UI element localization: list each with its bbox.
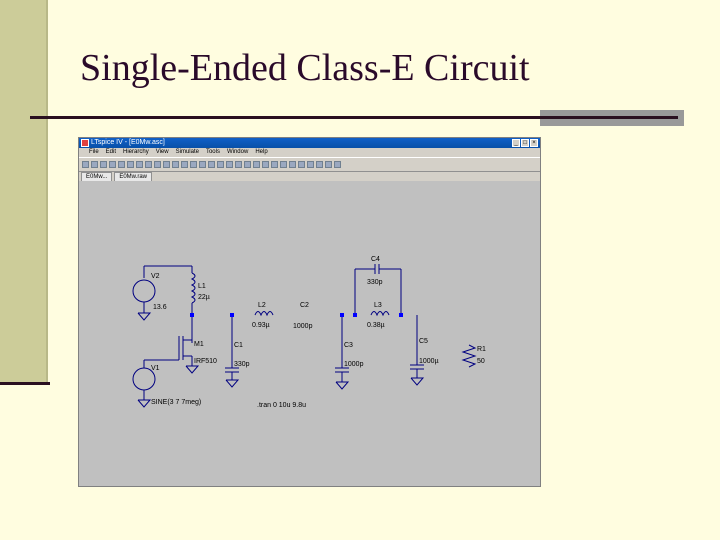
tab-schematic[interactable]: E0Mw... (81, 172, 112, 181)
left-accent-rule (46, 0, 48, 384)
menu-file[interactable]: File (89, 149, 99, 155)
v1-value: SINE(3 7 7meg) (151, 399, 202, 406)
run-icon[interactable] (109, 161, 116, 168)
spice-directive-icon[interactable] (334, 161, 341, 168)
l1-value: 22µ (198, 294, 210, 301)
c4-name: C4 (371, 256, 380, 263)
c2-name: C2 (300, 302, 309, 309)
menu-edit[interactable]: Edit (105, 149, 117, 155)
window-titlebar (79, 138, 540, 148)
window-title: LTspice IV - [E0Mw.asc] (91, 139, 165, 146)
ground-symbol (186, 366, 198, 373)
cascade-icon[interactable] (181, 161, 188, 168)
c5-value: 1000µ (419, 358, 439, 365)
close-button[interactable]: × (530, 139, 538, 147)
wire-icon[interactable] (199, 161, 206, 168)
l1-name: L1 (198, 283, 206, 290)
r1-value: 50 (477, 358, 485, 365)
ground-symbol (336, 382, 348, 389)
minimize-button[interactable]: _ (512, 139, 520, 147)
text-icon[interactable] (325, 161, 332, 168)
c3-name: C3 (344, 342, 353, 349)
menu-view[interactable]: View (155, 149, 169, 155)
pan-icon[interactable] (136, 161, 143, 168)
tile-icon[interactable] (172, 161, 179, 168)
l3-name: L3 (374, 302, 382, 309)
schematic-canvas[interactable] (79, 180, 540, 486)
ground-symbol (138, 400, 150, 407)
node-dot (190, 313, 194, 317)
left-accent-line (0, 382, 50, 385)
rotate-icon[interactable] (307, 161, 314, 168)
c5-name: C5 (419, 338, 428, 345)
l3-value: 0.38µ (367, 322, 385, 329)
zoom-out-icon[interactable] (145, 161, 152, 168)
autorange-icon[interactable] (163, 161, 170, 168)
m1-name: M1 (194, 341, 204, 348)
diode-icon[interactable] (253, 161, 260, 168)
inductor-l3 (371, 312, 389, 316)
left-accent-bar (0, 0, 48, 384)
schematic-drawing (79, 180, 540, 486)
close-window-icon[interactable] (190, 161, 197, 168)
spice-directive: .tran 0 10u 9.8u (257, 402, 307, 409)
toolbar (79, 157, 540, 172)
c1-value: 330p (234, 361, 250, 368)
zoom-in-icon[interactable] (127, 161, 134, 168)
title-rule (30, 116, 678, 119)
zoom-fit-icon[interactable] (154, 161, 161, 168)
menu-help[interactable]: Help (255, 149, 268, 155)
menu-simulate[interactable]: Simulate (175, 149, 199, 155)
v1-name: V1 (151, 365, 160, 372)
app-icon (81, 139, 89, 147)
menu-tools[interactable]: Tools (205, 149, 220, 155)
ground-symbol (411, 378, 423, 385)
resistor-r1 (463, 345, 475, 367)
ground-symbol (138, 313, 150, 320)
drag-icon[interactable] (280, 161, 287, 168)
undo-icon[interactable] (289, 161, 296, 168)
l2-name: L2 (258, 302, 266, 309)
halt-icon[interactable] (118, 161, 125, 168)
mirror-icon[interactable] (316, 161, 323, 168)
node-dot (340, 313, 344, 317)
resistor-icon[interactable] (226, 161, 233, 168)
component-icon[interactable] (262, 161, 269, 168)
node-dot (399, 313, 403, 317)
inductor-icon[interactable] (244, 161, 251, 168)
tab-waveform[interactable]: E0Mw.raw (114, 172, 152, 181)
move-icon[interactable] (271, 161, 278, 168)
menu-hierarchy[interactable]: Hierarchy (123, 149, 149, 155)
ltspice-window (78, 137, 541, 487)
inductor-l1 (192, 273, 195, 303)
redo-icon[interactable] (298, 161, 305, 168)
inductor-l2 (255, 312, 273, 316)
l2-value: 0.93µ (252, 322, 270, 329)
open-icon[interactable] (82, 161, 89, 168)
v2-name: V2 (151, 273, 160, 280)
save-icon[interactable] (91, 161, 98, 168)
control-panel-icon[interactable] (100, 161, 107, 168)
menu-bar (79, 148, 540, 157)
c4-value: 330p (367, 279, 383, 286)
c1-name: C1 (234, 342, 243, 349)
v2-value: 13.6 (153, 304, 167, 311)
c3-value: 1000p (344, 361, 364, 368)
voltage-source-v2 (133, 280, 155, 302)
maximize-button[interactable]: □ (521, 139, 529, 147)
capacitor-icon[interactable] (235, 161, 242, 168)
label-icon[interactable] (217, 161, 224, 168)
menu-window[interactable]: Window (226, 149, 249, 155)
c2-value: 1000p (293, 323, 313, 330)
node-dot (353, 313, 357, 317)
r1-name: R1 (477, 346, 486, 353)
slide-title: Single-Ended Class-E Circuit (80, 47, 530, 89)
ground-icon[interactable] (208, 161, 215, 168)
node-dot (230, 313, 234, 317)
ground-symbol (226, 380, 238, 387)
m1-value: IRF510 (194, 358, 217, 365)
